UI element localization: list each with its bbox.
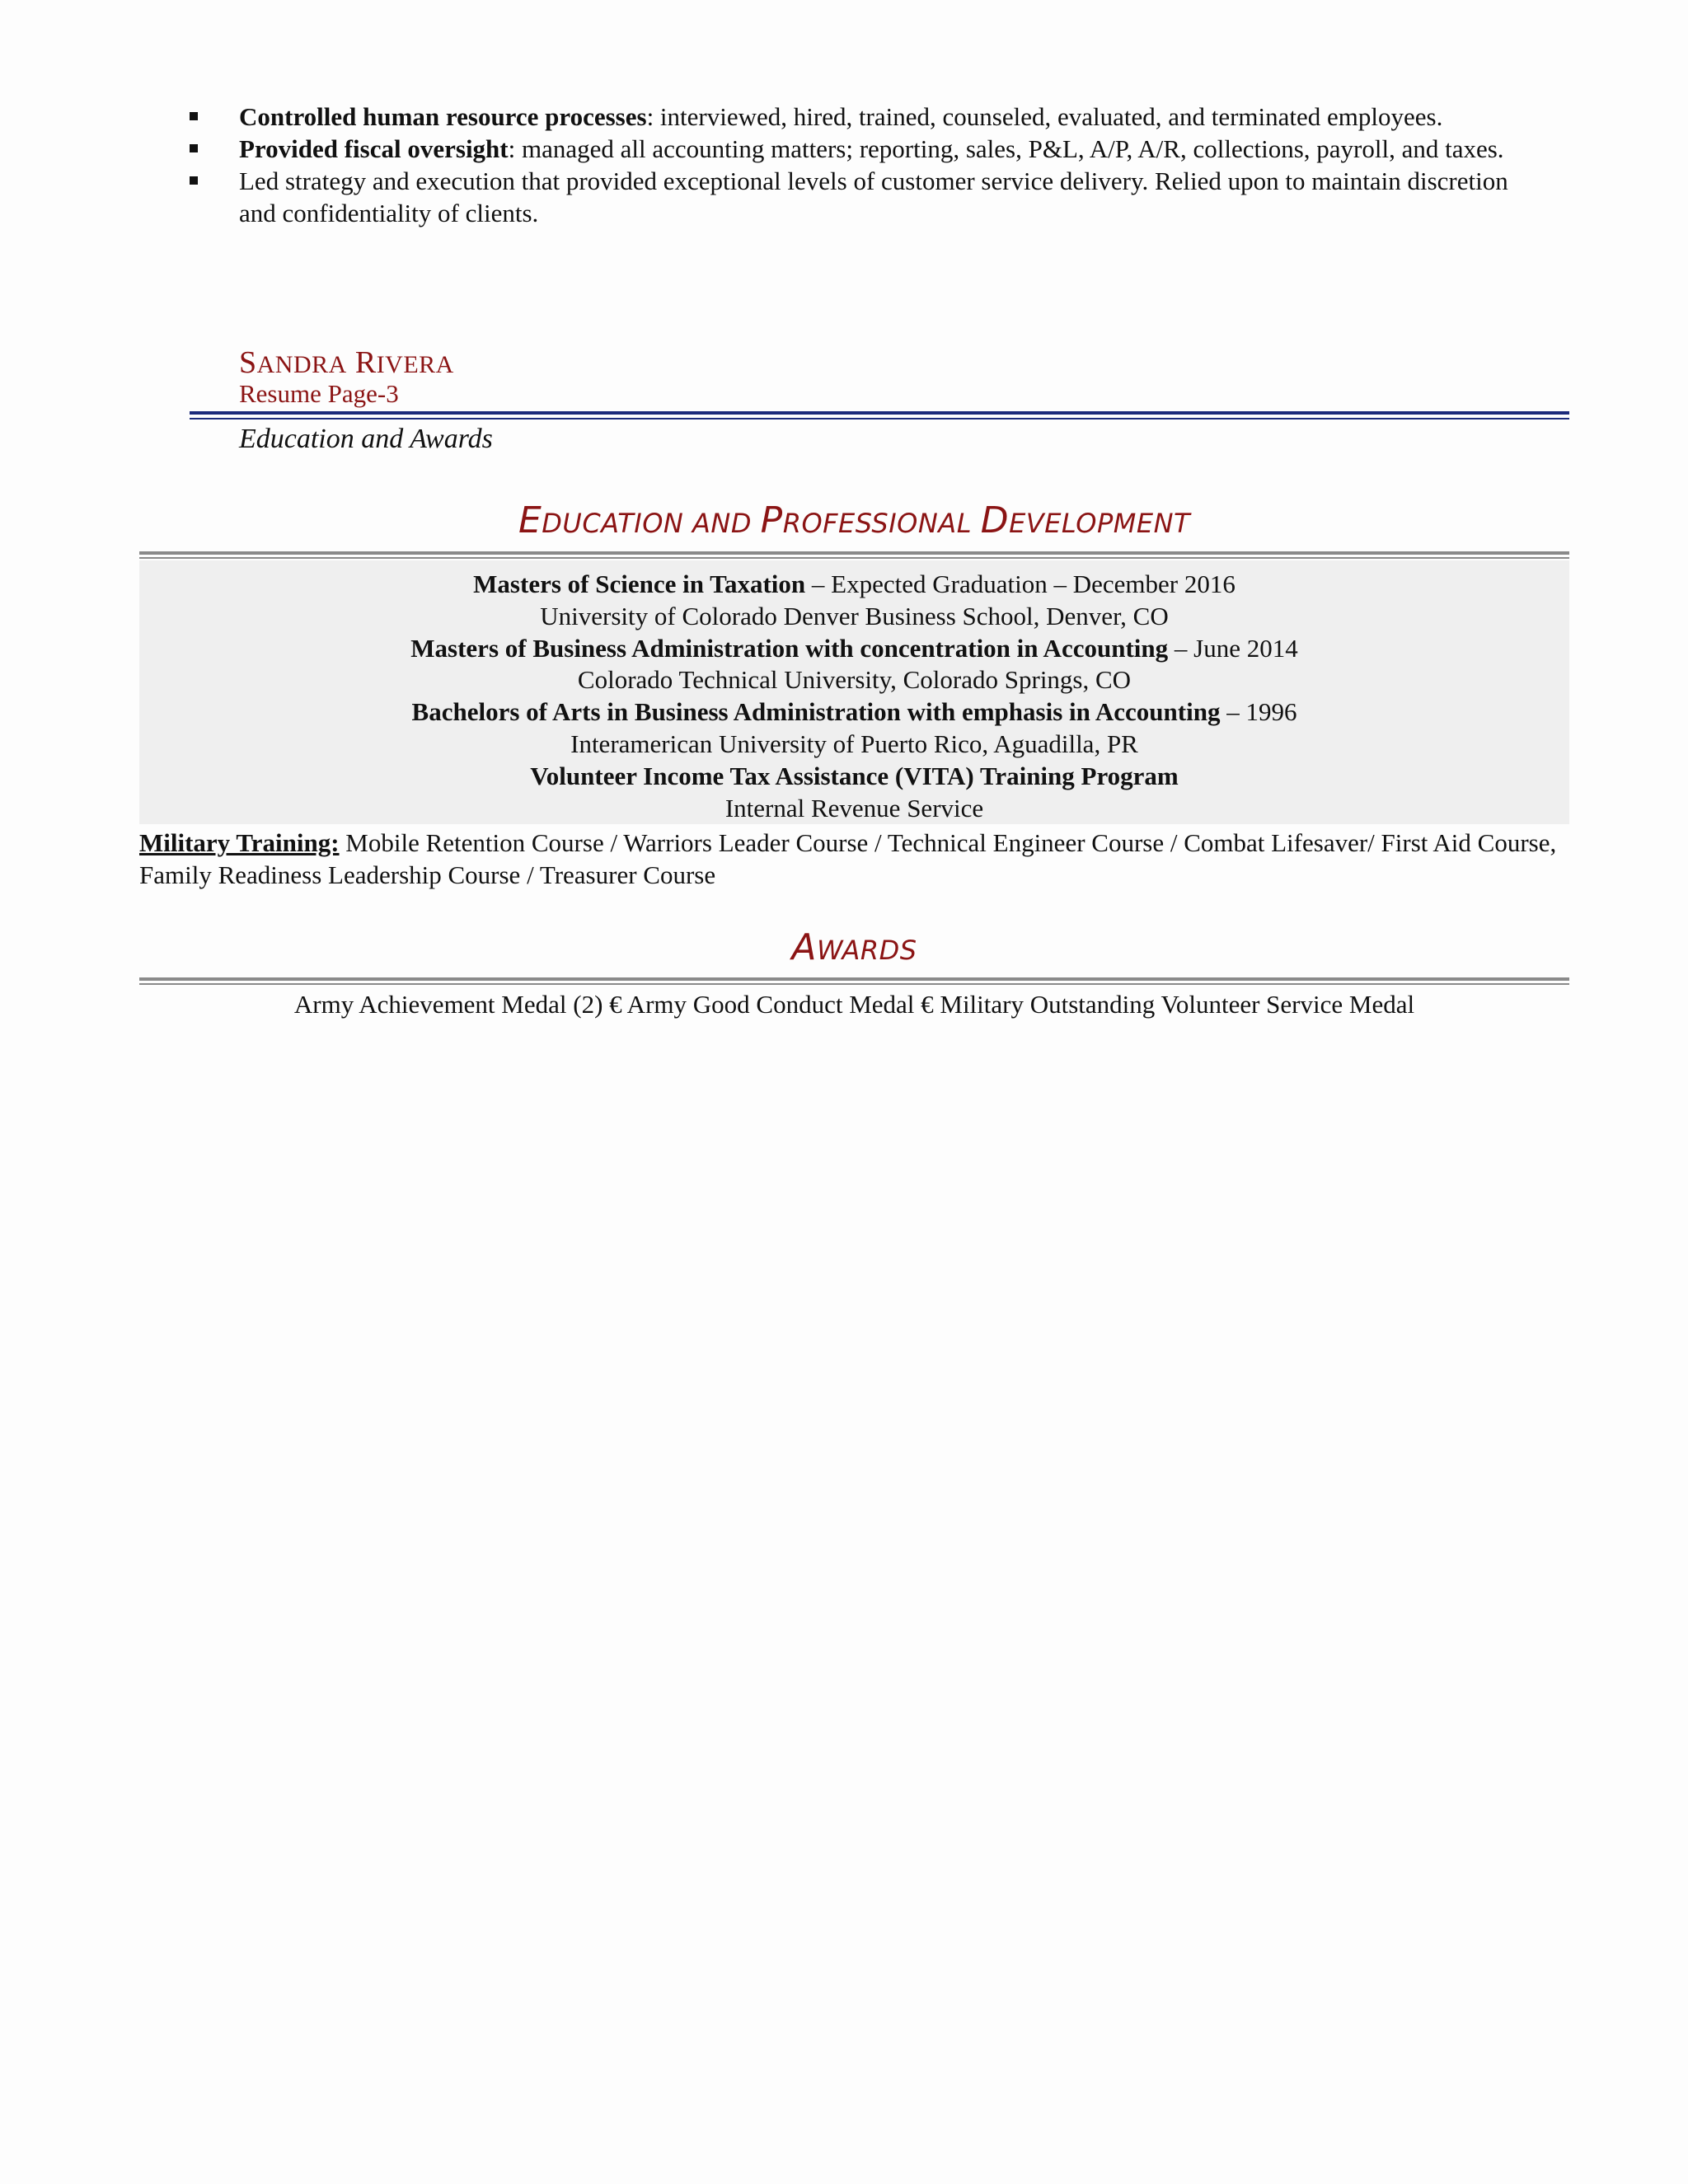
education-list <box>139 569 1569 824</box>
candidate-name: SANDRA RIVERA <box>239 345 454 380</box>
military-training-label: Military Training: <box>139 828 340 857</box>
school-line: Interamerican University of Puerto Rico, Aguadilla, PR <box>570 729 1138 758</box>
school-line: Colorado Technical University, Colorado Springs, CO <box>577 665 1132 695</box>
list-item <box>190 101 1550 133</box>
degree-line: Masters of Science in Taxation – Expected Graduation – December 2016 <box>473 569 1236 598</box>
bullet-bold-lead: Controlled human resource processes <box>239 102 647 131</box>
square-bullet-icon <box>190 112 198 120</box>
square-bullet-icon <box>190 176 198 185</box>
education-divider <box>139 551 1569 559</box>
awards-divider <box>139 977 1569 985</box>
header-divider <box>190 411 1569 419</box>
school-line: University of Colorado Denver Business School, Denver, CO <box>540 601 1169 630</box>
education-heading: EDUCATION AND PROFESSIONAL DEVELOPMENT <box>518 499 1191 541</box>
military-training <box>139 827 1573 891</box>
section-caption: Education and Awards <box>239 424 493 454</box>
bullet-text: : interviewed, hired, trained, counseled, evaluated, and terminated employees. <box>646 102 1443 131</box>
degree-line: Masters of Business Administration with concentration in Accounting – June 2014 <box>410 633 1298 663</box>
degree-line: Bachelors of Arts in Business Administration with emphasis in Accounting – 1996 <box>411 697 1297 727</box>
bullet-text: Led strategy and execution that provided exceptional levels of customer service delivery. Relied upon to maintain discretion and confidentiality of clients. <box>239 166 1508 227</box>
experience-bullet-list <box>190 101 1550 229</box>
bullet-bold-lead: Provided fiscal oversight <box>239 134 509 163</box>
military-training-text: Mobile Retention Course / Warriors Leader Course / Technical Engineer Course / Combat Lifesaver/ First Aid Course, Family Readiness Leadership Course / Treasurer Course <box>139 828 1557 889</box>
degree-line: Volunteer Income Tax Assistance (VITA) Training Program <box>530 761 1179 790</box>
school-line: Internal Revenue Service <box>724 793 984 823</box>
bullet-text: : managed all accounting matters; reporting, sales, P&L, A/P, A/R, collections, payroll, and taxes. <box>508 134 1504 163</box>
awards-list: Army Achievement Medal (2) € Army Good Conduct Medal € Military Outstanding Volunteer Service Medal <box>293 990 1415 1019</box>
list-item <box>190 133 1550 165</box>
square-bullet-icon <box>190 144 198 152</box>
awards-heading: AWARDS <box>791 926 917 968</box>
page-subtitle: Resume Page-3 <box>239 379 399 408</box>
list-item <box>190 165 1550 229</box>
